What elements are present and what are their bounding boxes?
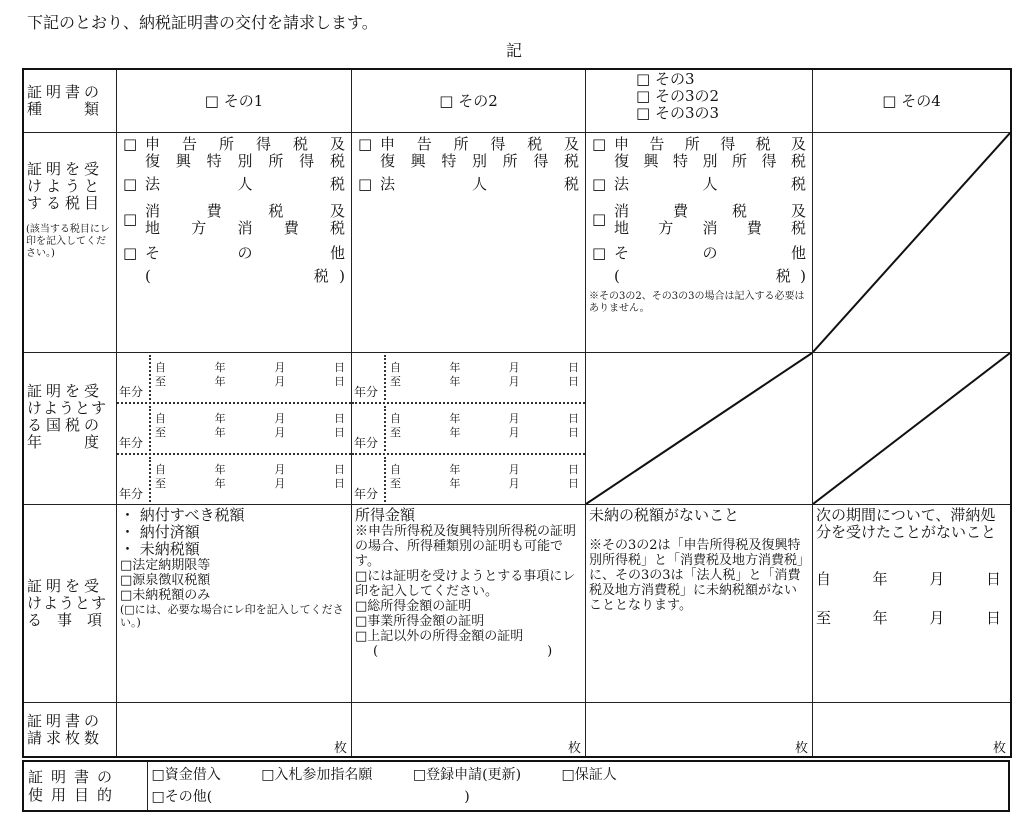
checkbox-icon[interactable]: □ <box>358 175 373 193</box>
type-option-3-2[interactable]: □ その3の2 <box>636 87 720 105</box>
day-unit: 日 <box>333 477 345 490</box>
month-unit: 月 <box>508 412 520 425</box>
usage-registration[interactable]: □登録申請(更新) <box>412 767 522 783</box>
day-unit: 日 <box>567 375 579 388</box>
day-unit: 日 <box>333 426 345 439</box>
tax-item-other-paren[interactable] <box>123 268 347 285</box>
year-col4-empty <box>813 353 1011 505</box>
intro-text: 下記のとおり、納税証明書の交付を請求します。 <box>27 13 378 32</box>
type-option-4[interactable]: □ その4 <box>813 69 1011 133</box>
header-tax <box>23 133 117 353</box>
year-row[interactable] <box>352 455 585 504</box>
income-note-2: □には証明を受けようとする事項にレ印を記入してください。 <box>355 569 576 599</box>
header-tax-line3: する税目 <box>27 194 104 212</box>
year-label: 年分 <box>354 385 379 399</box>
count-col1[interactable]: 枚 <box>117 703 352 757</box>
year-label: 年分 <box>119 436 144 450</box>
header-matter-line2: けようとす <box>27 594 108 612</box>
tax-items-col1 <box>117 133 352 353</box>
to-label: 至 <box>155 375 166 388</box>
year-unit: 年 <box>214 463 226 476</box>
year-unit: 年 <box>214 426 226 439</box>
tax-item-corporate[interactable] <box>123 176 347 193</box>
income-title: 所得金額 <box>355 506 416 524</box>
year-row[interactable] <box>117 353 351 404</box>
tax-label: 法人税 <box>145 175 347 193</box>
tax-item-other[interactable] <box>592 245 808 262</box>
year-unit: 年 <box>872 609 888 627</box>
income-note-1: ※申告所得税及復興特別所得税の証明の場合、所得種類別の証明も可能です。 <box>355 524 577 569</box>
to-label: 至 <box>155 426 166 439</box>
month-unit: 月 <box>508 426 520 439</box>
check-business-income[interactable]: □事業所得金額の証明 <box>355 614 485 629</box>
year-col2 <box>352 353 586 505</box>
month-unit: 月 <box>508 463 520 476</box>
month-unit: 月 <box>274 463 286 476</box>
tax-other-input: ( 税) <box>614 267 808 285</box>
to-label: 至 <box>816 609 832 627</box>
header-tax-line1: 証明を受 <box>27 160 104 178</box>
day-unit: 日 <box>333 412 345 425</box>
month-unit: 月 <box>929 609 945 627</box>
to-label: 至 <box>390 375 401 388</box>
usage-bid[interactable]: □入札参加指名願 <box>261 767 373 783</box>
tax-item-corporate[interactable] <box>592 176 808 193</box>
header-type <box>23 69 117 133</box>
from-label: 自 <box>390 463 401 476</box>
tax-label: 地方消費税 <box>614 219 808 237</box>
check-withholding[interactable]: □源泉徴収税額 <box>120 573 211 588</box>
usage-guarantor[interactable]: □保証人 <box>561 767 617 783</box>
year-unit: 年 <box>449 412 461 425</box>
check-other-income[interactable]: □上記以外の所得金額の証明 <box>355 629 524 644</box>
tax-col3-note: ※その3の2、その3の3の場合は記入する必要はありません。 <box>589 291 805 314</box>
header-year <box>23 353 117 505</box>
usage-header-line1: 証明書の <box>28 768 121 786</box>
to-label: 至 <box>390 477 401 490</box>
tax-item-other-paren[interactable] <box>592 268 808 285</box>
year-col3-empty <box>586 353 813 505</box>
spacer <box>592 268 614 285</box>
year-label: 年分 <box>119 487 144 501</box>
year-row[interactable] <box>352 404 585 455</box>
month-unit: 月 <box>274 477 286 490</box>
month-unit: 月 <box>508 375 520 388</box>
other-income-input[interactable]: ( ) <box>373 644 553 659</box>
tax-label: 復興特別所得税 <box>614 152 808 170</box>
header-type-line2: 種 類 <box>27 99 104 118</box>
day-unit: 日 <box>567 412 579 425</box>
month-unit: 月 <box>274 412 286 425</box>
day-unit: 日 <box>333 375 345 388</box>
no-disposition-title: 次の期間について、滞納処分を受けたことがないこと <box>816 506 997 541</box>
tax-item-consumption[interactable] <box>592 203 808 237</box>
year-col1 <box>117 353 352 505</box>
tax-other-input: ( 税) <box>145 267 347 285</box>
checkbox-icon[interactable]: □ <box>592 210 607 228</box>
tax-label: 申告所得税及 <box>380 135 581 153</box>
tax-items-col4-empty <box>813 133 1011 353</box>
checkbox-icon[interactable]: □ <box>123 135 138 153</box>
usage-header-line2: 使用目的 <box>28 786 121 804</box>
month-unit: 月 <box>274 375 286 388</box>
tax-item-other[interactable] <box>123 245 347 262</box>
year-unit: 年 <box>214 477 226 490</box>
year-unit: 年 <box>872 570 888 588</box>
count-col4[interactable]: 枚 <box>813 703 1011 757</box>
certificate-request-table <box>22 68 1011 757</box>
year-unit: 年 <box>449 375 461 388</box>
tax-label: その他 <box>614 244 808 262</box>
bullet-tax-paid: ・ 納付済額 <box>120 523 200 541</box>
year-unit: 年 <box>449 463 461 476</box>
year-label: 年分 <box>354 487 379 501</box>
tax-items-col3 <box>586 133 813 353</box>
diagonal-strike <box>813 353 1010 504</box>
tax-label: 申告所得税及 <box>145 135 347 153</box>
tax-items-col2 <box>352 133 586 353</box>
bullet-tax-due: ・ 納付すべき税額 <box>120 506 245 524</box>
day-unit: 日 <box>333 463 345 476</box>
usage-purpose-table <box>22 760 1010 812</box>
header-matter-line1: 証明を受 <box>27 577 104 595</box>
diagonal-strike <box>586 353 812 504</box>
day-unit: 日 <box>567 463 579 476</box>
period-from[interactable] <box>816 571 1007 588</box>
matter-col2 <box>352 505 586 703</box>
tax-label: 地方消費税 <box>145 219 347 237</box>
month-unit: 月 <box>508 361 520 374</box>
month-unit: 月 <box>274 361 286 374</box>
tax-label: 申告所得税及 <box>614 135 808 153</box>
tax-item-corporate[interactable] <box>358 176 581 193</box>
from-label: 自 <box>390 361 401 374</box>
tax-label: 消費税及 <box>145 202 347 220</box>
tax-item-income[interactable] <box>123 136 347 170</box>
year-unit: 年 <box>449 477 461 490</box>
checkbox-icon[interactable]: □ <box>358 135 373 153</box>
type-option-1[interactable]: □ その1 <box>117 69 352 133</box>
tax-label: 復興特別所得税 <box>380 152 581 170</box>
year-unit: 年 <box>449 361 461 374</box>
matter-col1-note: (□には、必要な場合にレ印を記入してください。) <box>120 603 344 629</box>
header-count-line2: 請求枚数 <box>27 728 104 747</box>
day-unit: 日 <box>567 361 579 374</box>
header-type-line1: 証明書の <box>27 82 104 101</box>
header-count <box>23 703 117 757</box>
day-unit: 日 <box>333 361 345 374</box>
header-matter-line3: る 事 項 <box>27 611 103 629</box>
checkbox-icon[interactable]: □ <box>592 175 607 193</box>
type-option-3-group <box>586 69 813 133</box>
type-option-3[interactable]: □ その3 <box>636 70 695 88</box>
type-option-3-3[interactable]: □ その3の3 <box>636 104 720 122</box>
to-label: 至 <box>155 477 166 490</box>
period-to[interactable] <box>816 610 1007 627</box>
tax-label: 法人税 <box>614 175 808 193</box>
header-year-line2: けようとす <box>27 399 108 417</box>
checkbox-icon[interactable]: □ <box>592 244 607 262</box>
from-label: 自 <box>155 361 166 374</box>
from-label: 自 <box>816 570 832 588</box>
header-matter <box>23 505 117 703</box>
usage-loan[interactable]: □資金借入 <box>151 767 221 783</box>
matter-col3 <box>586 505 813 703</box>
day-unit: 日 <box>985 570 1001 588</box>
spacer <box>123 268 145 285</box>
year-unit: 年 <box>214 375 226 388</box>
count-col3[interactable]: 枚 <box>586 703 813 757</box>
ki-heading: 記 <box>506 41 523 60</box>
year-unit: 年 <box>449 426 461 439</box>
count-col2[interactable]: 枚 <box>352 703 586 757</box>
year-row[interactable] <box>117 404 351 455</box>
from-label: 自 <box>390 412 401 425</box>
checkbox-icon[interactable]: □ <box>123 244 138 262</box>
tax-item-income[interactable] <box>592 136 808 170</box>
year-row[interactable] <box>117 455 351 504</box>
matter-col4 <box>813 505 1011 703</box>
tax-item-consumption[interactable] <box>123 203 347 237</box>
month-unit: 月 <box>274 426 286 439</box>
year-row[interactable] <box>352 353 585 404</box>
check-unpaid-only[interactable]: □未納税額のみ <box>120 588 211 603</box>
day-unit: 日 <box>985 609 1001 627</box>
usage-header <box>23 761 147 811</box>
header-tax-note: (該当する税目にレ印を記入してください。) <box>26 224 110 259</box>
checkbox-icon[interactable]: □ <box>123 210 138 228</box>
bullet-tax-unpaid: ・ 未納税額 <box>120 540 200 558</box>
usage-other[interactable]: □その他( ) <box>151 789 470 805</box>
tax-label: 法人税 <box>380 175 581 193</box>
tax-label: その他 <box>145 244 347 262</box>
tax-label: 復興特別所得税 <box>145 152 347 170</box>
checkbox-icon[interactable]: □ <box>592 135 607 153</box>
header-count-line1: 証明書の <box>27 711 104 730</box>
month-unit: 月 <box>508 477 520 490</box>
year-unit: 年 <box>214 412 226 425</box>
checkbox-icon[interactable]: □ <box>123 175 138 193</box>
header-year-line1: 証明を受 <box>27 382 104 400</box>
day-unit: 日 <box>567 477 579 490</box>
month-unit: 月 <box>929 570 945 588</box>
day-unit: 日 <box>567 426 579 439</box>
usage-options <box>147 761 1009 811</box>
year-unit: 年 <box>214 361 226 374</box>
year-label: 年分 <box>354 436 379 450</box>
no-unpaid-title: 未納の税額がないこと <box>589 506 740 524</box>
type-option-2[interactable]: □ その2 <box>352 69 586 133</box>
to-label: 至 <box>390 426 401 439</box>
check-deadline[interactable]: □法定納期限等 <box>120 558 211 573</box>
tax-item-income[interactable] <box>358 136 581 170</box>
header-tax-line2: けようと <box>27 177 104 195</box>
matter-col1 <box>117 505 352 703</box>
year-label: 年分 <box>119 385 144 399</box>
header-year-line3: る国税の <box>27 416 104 434</box>
tax-label: 消費税及 <box>614 202 808 220</box>
diagonal-strike <box>813 133 1010 352</box>
no-unpaid-note: ※その3の2は「申告所得税及復興特別所得税」と「消費税及地方消費税」に、その3の3は「法人税」と「消費税及地方消費税」に未納税額がないこととなります。 <box>589 538 804 613</box>
from-label: 自 <box>155 412 166 425</box>
from-label: 自 <box>155 463 166 476</box>
check-total-income[interactable]: □総所得金額の証明 <box>355 599 472 614</box>
header-year-line4: 年 度 <box>27 433 104 451</box>
